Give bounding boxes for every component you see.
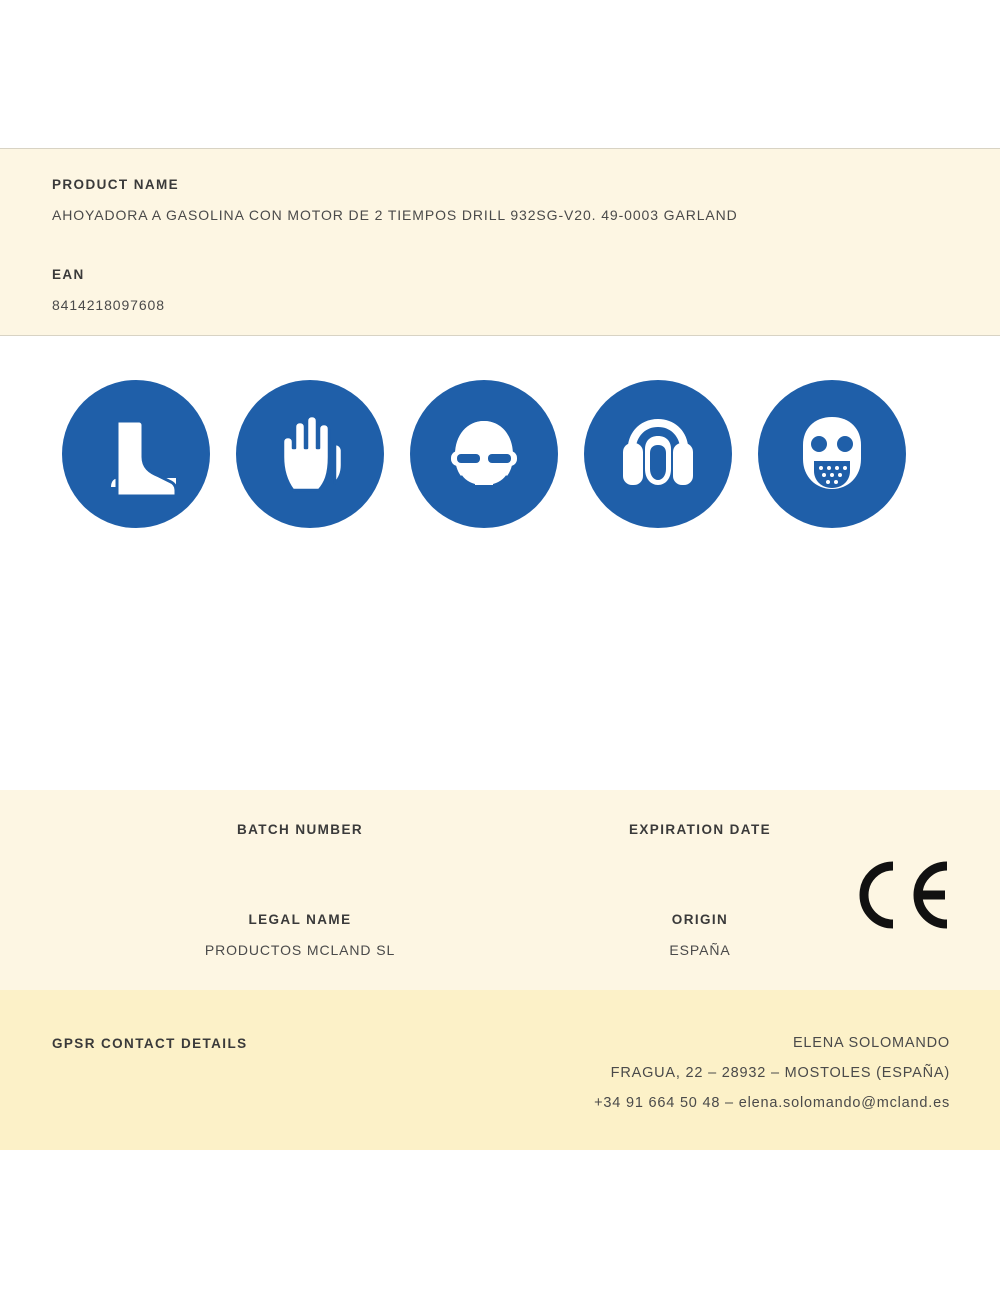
- ear-protection-icon: [584, 380, 732, 528]
- product-name-value: AHOYADORA A GASOLINA CON MOTOR DE 2 TIEMPOS DRILL 932SG-V20. 49-0003 GARLAND: [52, 207, 738, 223]
- batch-number-label: BATCH NUMBER: [236, 822, 364, 837]
- origin-value: ESPAÑA: [669, 942, 731, 958]
- respiratory-mask-icon: [758, 380, 906, 528]
- gpsr-contact-lines: [594, 1028, 950, 1118]
- product-name-label: PRODUCT NAME: [52, 177, 180, 192]
- legal-name-label: LEGAL NAME: [248, 912, 352, 927]
- ean-label: EAN: [52, 267, 85, 282]
- safety-boots-icon: [62, 380, 210, 528]
- contact-phone-email: +34 91 664 50 48 – elena.solomando@mcland.es: [594, 1095, 950, 1111]
- origin-label: ORIGIN: [671, 912, 729, 927]
- eye-protection-icon: [410, 380, 558, 528]
- contact-address: FRAGUA, 22 – 28932 – MOSTOLES (ESPAÑA): [610, 1065, 950, 1081]
- gpsr-contact-band: [0, 990, 1000, 1150]
- product-header-band: [0, 148, 1000, 336]
- product-details-band: [0, 790, 1000, 990]
- gpsr-contact-label: GPSR CONTACT DETAILS: [52, 1036, 248, 1051]
- safety-pictogram-row: [0, 380, 1000, 580]
- legal-name-value: PRODUCTOS MCLAND SL: [204, 942, 396, 958]
- protective-gloves-icon: [236, 380, 384, 528]
- ce-mark-icon: [855, 860, 955, 930]
- ean-value: 8414218097608: [52, 297, 165, 313]
- contact-person: ELENA SOLOMANDO: [792, 1035, 950, 1051]
- expiration-date-label: EXPIRATION DATE: [628, 822, 771, 837]
